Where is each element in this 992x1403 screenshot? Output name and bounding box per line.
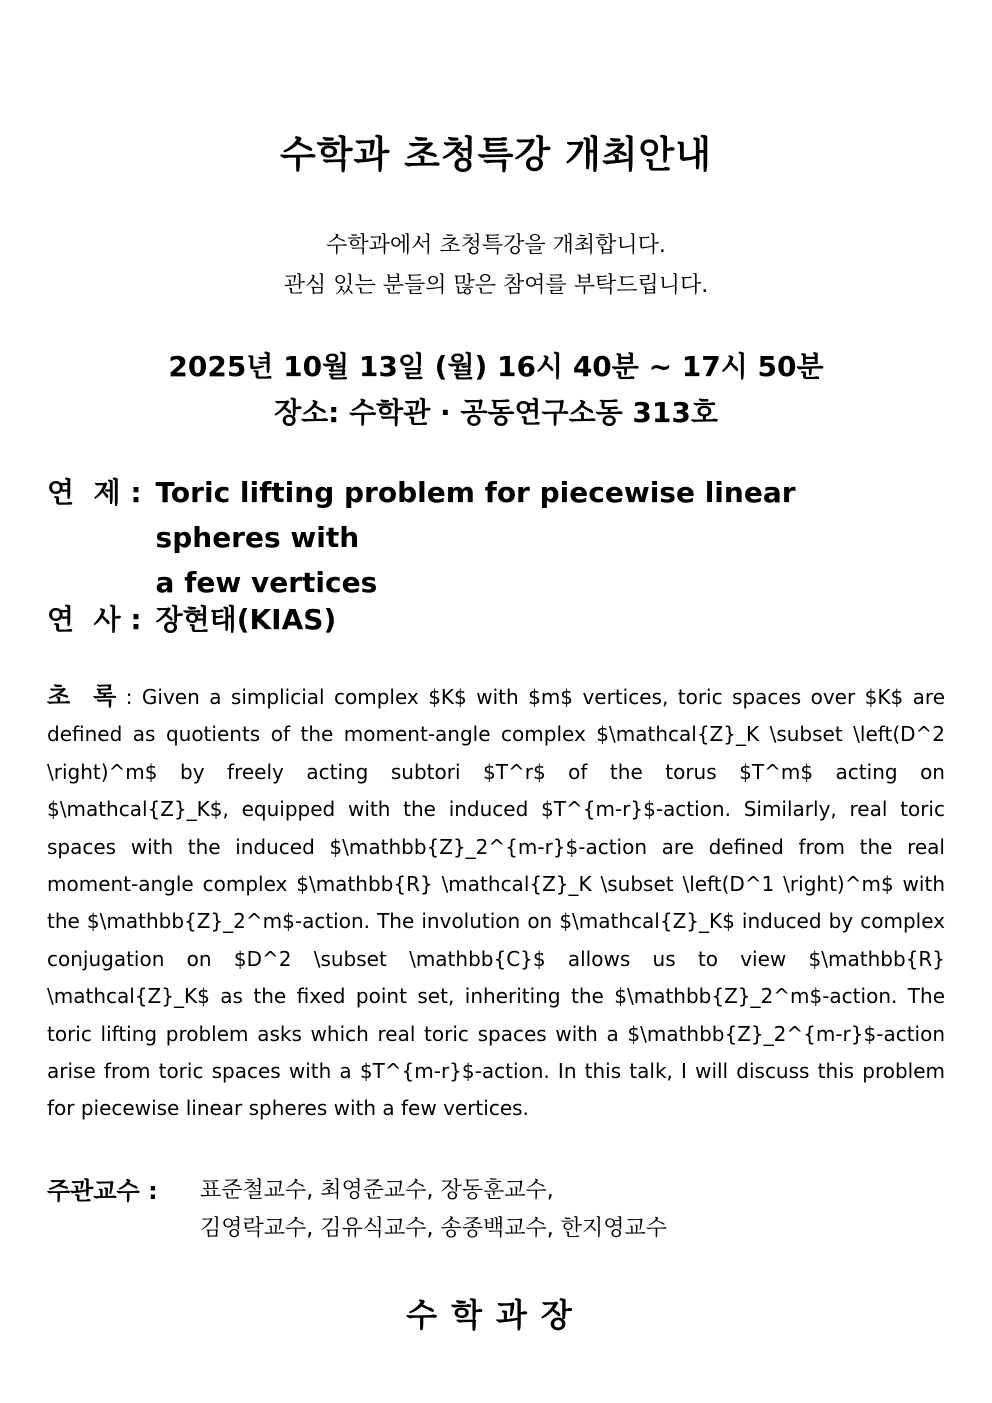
- speaker-section: [47, 597, 945, 642]
- hosts-section: [47, 1172, 667, 1248]
- signature: 수학과장: [406, 1296, 586, 1334]
- intro-line-2: 관심 있는 분들의 많은 참여를 부탁드립니다.: [283, 273, 709, 298]
- abstract-text: Given a simplicial complex $K$ with $m$ vertices, toric spaces over $K$ are defined as quotients of the moment-angle complex $\mathcal{Z}_K \subset \left(D^2 \right)^m$ by freely acting subtori $T^r$ of the torus $T^m$ acting on $\mathcal{Z}_K$, equipped with the induced $T^{m-r}$-action. Similarly, real toric spaces with the induced $\mathbb{Z}_2^{m-r}$-action are defined from the real moment-angle complex $\mathbb{R} \mathcal{Z}_K \subset \left(D^1 \right)^m$ with the $\mathbb{Z}_2^m$-action. The involution on $\mathcal{Z}_K$ induced by complex conjugation on $D^2 \subset \mathbb{C}$ allows us to view $\mathbb{R} \mathcal{Z}_K$ as the fixed point set, inheriting the $\mathbb{Z}_2^m$-action. The toric lifting problem asks which real toric spaces with a $\mathbb{Z}_2^{m-r}$-action arise from toric spaces with a $T^{m-r}$-action. In this talk, I will discuss this problem for piecewise linear spheres with a few vertices.: [47, 685, 945, 1121]
- hosts-line-2: 김영락교수, 김유식교수, 송종백교수, 한지영교수: [200, 1216, 668, 1241]
- hosts-label: 주관교수 :: [47, 1177, 158, 1205]
- abstract-label: 초 록: [47, 682, 117, 710]
- topic-label: 연 제 :: [47, 476, 142, 509]
- event-info: [0, 344, 992, 436]
- topic-line-2: a few vertices: [155, 566, 378, 599]
- intro-line-1: 수학과에서 초청특강을 개최합니다.: [326, 233, 666, 258]
- event-location: 장소: 수학관 · 공동연구소동 313호: [274, 396, 718, 429]
- topic-line-1: Toric lifting problem for piecewise linear spheres with: [155, 476, 796, 554]
- topic-title: [142, 470, 856, 605]
- abstract-section: [47, 678, 945, 1128]
- hosts-line-1: 표준철교수, 최영준교수, 장동훈교수,: [200, 1178, 554, 1203]
- topic-section: [47, 470, 945, 605]
- event-datetime: 2025년 10월 13일 (월) 16시 40분 ~ 17시 50분: [168, 350, 824, 383]
- hosts-list: [200, 1172, 667, 1248]
- speaker-name: 장현태(KIAS): [155, 603, 337, 636]
- abstract-separator: :: [116, 685, 142, 709]
- speaker-label: 연 사 :: [47, 603, 142, 636]
- page-title: 수학과 초청특강 개최안내: [280, 133, 712, 176]
- intro-text: [0, 226, 992, 306]
